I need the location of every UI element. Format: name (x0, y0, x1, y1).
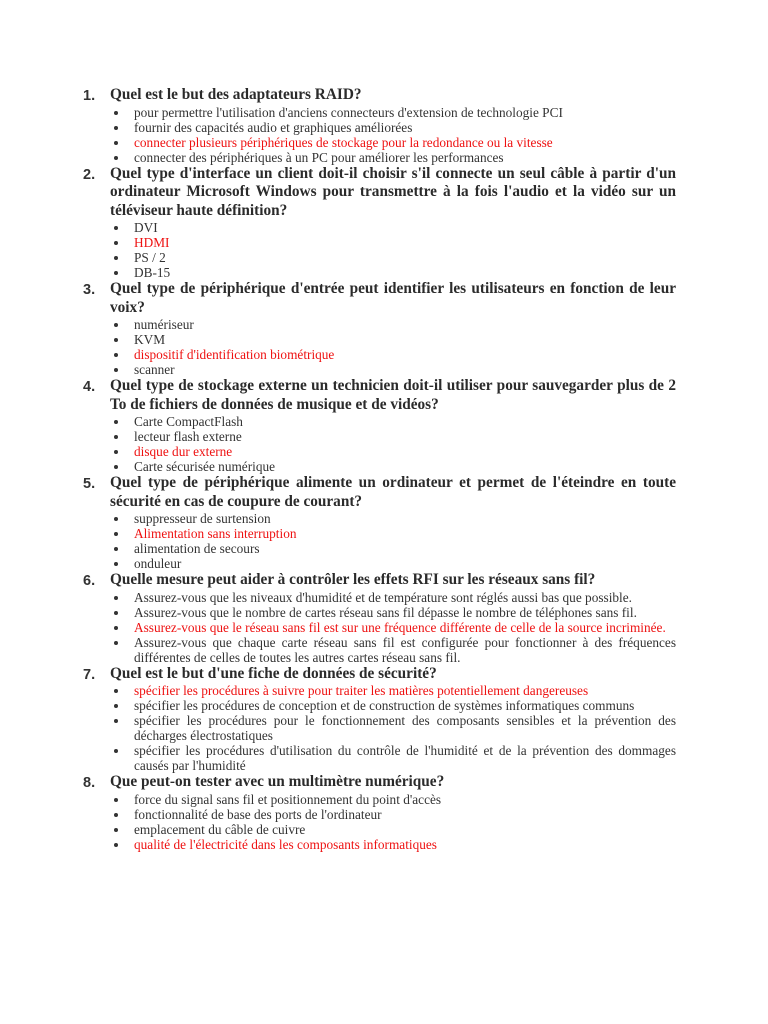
correct-answer-option: qualité de l'électricité dans les composants informatiques (110, 837, 676, 852)
answer-option: PS / 2 (110, 250, 676, 265)
question-number: 8. (83, 775, 96, 791)
correct-answer-option: Assurez-vous que le réseau sans fil est sur une fréquence différente de celle de la source incriminée. (110, 620, 676, 635)
question-number: 1. (83, 88, 96, 104)
question-number: 4. (83, 379, 96, 395)
question-text: Quel est le but des adaptateurs RAID? (110, 86, 362, 103)
answer-option: alimentation de secours (110, 541, 676, 556)
correct-answer-option: dispositif d'identification biométrique (110, 347, 676, 362)
question-item (83, 164, 676, 281)
answer-option: DVI (110, 220, 676, 235)
answer-option: force du signal sans fil et positionnement du point d'accès (110, 792, 676, 807)
question-text: Quel type de stockage externe un technicien doit-il utiliser pour sauvegarder plus de 2 To de fichiers de données de musique et de vidéos? (110, 377, 676, 413)
question-number: 6. (83, 573, 96, 589)
answer-option: fournir des capacités audio et graphiques améliorées (110, 120, 676, 135)
answer-options (110, 317, 676, 377)
answer-option: lecteur flash externe (110, 429, 676, 444)
answer-option: fonctionnalité de base des ports de l'ordinateur (110, 807, 676, 822)
question-number: 7. (83, 666, 96, 683)
question-number: 2. (83, 166, 96, 183)
answer-option: suppresseur de surtension (110, 511, 676, 526)
answer-option: Assurez-vous que les niveaux d'humidité et de température sont réglés aussi bas que possible. (110, 590, 676, 605)
answer-options (110, 590, 676, 665)
question-text: Quel type d'interface un client doit-il choisir s'il connecte un seul câble à partir d'un ordinateur Microsoft Windows pour transmettre à la fois l'audio et la vidéo sur un téléviseur haute définition? (110, 164, 676, 219)
question-item (83, 377, 676, 474)
question-text: Quel type de périphérique alimente un ordinateur et permet de l'éteindre en toute sécurité en cas de coupure de courant? (110, 474, 676, 510)
question-item (83, 571, 676, 665)
answer-option: scanner (110, 362, 676, 377)
answer-option: onduleur (110, 556, 676, 571)
answer-options (110, 105, 676, 165)
answer-option: connecter des périphériques à un PC pour améliorer les performances (110, 150, 676, 165)
answer-option: Carte sécurisée numérique (110, 459, 676, 474)
correct-answer-option: Alimentation sans interruption (110, 526, 676, 541)
answer-option: spécifier les procédures de conception et de construction de systèmes informatiques communs (110, 698, 676, 713)
quiz-list (83, 86, 676, 852)
answer-options (110, 414, 676, 474)
question-item (83, 474, 676, 571)
question-number: 3. (83, 282, 96, 298)
question-item (83, 664, 676, 774)
answer-options (110, 683, 676, 773)
answer-option: DB-15 (110, 265, 676, 280)
answer-option: Assurez-vous que le nombre de cartes réseau sans fil dépasse le nombre de téléphones sans fil. (110, 605, 676, 620)
question-text: Quel est le but d'une fiche de données de sécurité? (110, 664, 437, 682)
answer-option: emplacement du câble de cuivre (110, 822, 676, 837)
answer-option: KVM (110, 332, 676, 347)
question-text: Que peut-on tester avec un multimètre numérique? (110, 773, 445, 790)
answer-option: pour permettre l'utilisation d'anciens connecteurs d'extension de technologie PCI (110, 105, 676, 120)
question-text: Quelle mesure peut aider à contrôler les effets RFI sur les réseaux sans fil? (110, 571, 596, 588)
question-text: Quel type de périphérique d'entrée peut identifier les utilisateurs en fonction de leur voix? (110, 280, 676, 316)
answer-options (110, 220, 676, 280)
correct-answer-option: connecter plusieurs périphériques de stockage pour la redondance ou la vitesse (110, 135, 676, 150)
answer-options (110, 792, 676, 852)
answer-option: spécifier les procédures d'utilisation du contrôle de l'humidité et de la prévention des dommages causés par l'humidité (110, 743, 676, 773)
answer-option: Assurez-vous que chaque carte réseau sans fil est configurée pour fonctionner à des fréquences différentes de celles de toutes les autres cartes réseau sans fil. (110, 635, 676, 665)
question-item (83, 86, 676, 165)
correct-answer-option: HDMI (110, 235, 676, 250)
question-item (83, 773, 676, 852)
answer-option: Carte CompactFlash (110, 414, 676, 429)
answer-options (110, 511, 676, 571)
question-number: 5. (83, 476, 96, 492)
correct-answer-option: spécifier les procédures à suivre pour traiter les matières potentiellement dangereuses (110, 683, 676, 698)
question-item (83, 280, 676, 377)
answer-option: numériseur (110, 317, 676, 332)
correct-answer-option: disque dur externe (110, 444, 676, 459)
answer-option: spécifier les procédures pour le fonctionnement des composants sensibles et la prévention des décharges électrostatiques (110, 713, 676, 743)
